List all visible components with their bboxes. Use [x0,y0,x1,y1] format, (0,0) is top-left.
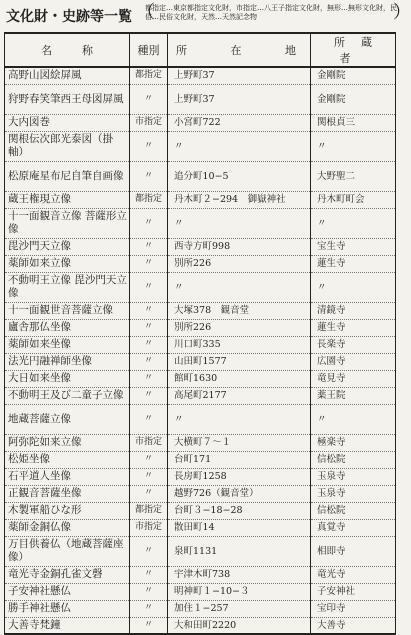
cell-location: 小宮町722 [168,114,311,131]
cell-name: 松原庵星布尼自筆自画像 [5,161,130,191]
table-row [5,583,396,600]
cell-name: 狩野春笑筆西王母図屏風 [5,84,130,114]
cell-location: 別所226 [168,255,311,272]
cell-collection: 清鏡寺 [311,302,396,319]
cell-name: 阿弥陀如来立像 [5,434,130,451]
cell-collection: 金剛院 [311,84,396,114]
cell-type: 〃 [130,536,168,566]
cell-location: 明神町１−10−３ [168,583,311,600]
cell-name: 大日如来坐像 [5,370,130,387]
cell-collection: 竜光寺 [311,566,396,583]
table-row [5,255,396,272]
cell-name: 大善寺梵鐘 [5,617,130,634]
cell-location: 〃 [168,272,311,302]
table-row [5,131,396,161]
cell-type: 〃 [130,468,168,485]
table-row [5,67,396,84]
cell-location: 台町３−18−28 [168,502,311,519]
cell-location: 泉町1131 [168,536,311,566]
cell-type: 都指定 [130,67,168,84]
cell-name: 薬師金銅仏像 [5,519,130,536]
cell-location: 長房町1258 [168,468,311,485]
cell-location: 館町1630 [168,370,311,387]
cell-type: 〃 [130,370,168,387]
table-row [5,302,396,319]
cell-collection: 極楽寺 [311,434,396,451]
cell-name: 薬師如来坐像 [5,336,130,353]
cell-type: 〃 [130,583,168,600]
cell-location: 山田町1577 [168,353,311,370]
cell-name: 竜光寺金銅孔雀文磬 [5,566,130,583]
table-row [5,319,396,336]
table-row [5,566,396,583]
cell-collection: 〃 [311,272,396,302]
cell-name: 薬師如来立像 [5,255,130,272]
cell-type: 市指定 [130,434,168,451]
cell-type: 〃 [130,302,168,319]
page-title: 文化財・史跡等一覧 [6,9,132,25]
cell-location: 追分町10−5 [168,161,311,191]
cell-location: 丹木町２−294 御嶽神社 [168,191,311,208]
cell-location: 〃 [168,131,311,161]
cell-collection: 蓮生寺 [311,255,396,272]
cell-type: 〃 [130,485,168,502]
cell-name: 万目供養仏（地蔵菩薩座像） [5,536,130,566]
cell-collection: 相即寺 [311,536,396,566]
cell-name: 石平道人坐像 [5,468,130,485]
cell-type: 市指定 [130,519,168,536]
cell-type: 〃 [130,238,168,255]
cell-name: 十一面観世音菩薩立像 [5,302,130,319]
cell-type: 〃 [130,353,168,370]
cell-collection: 関根貞三 [311,114,396,131]
cell-collection: 信松院 [311,451,396,468]
cell-name: 松姫坐像 [5,451,130,468]
cell-location: 台町171 [168,451,311,468]
cell-type: 〃 [130,566,168,583]
cell-location: 散田町14 [168,519,311,536]
cell-collection: 玉泉寺 [311,485,396,502]
cell-collection: 子安神社 [311,583,396,600]
table-row [5,485,396,502]
legend-close-paren: ） [393,2,411,23]
cell-name: 勝手神社懸仏 [5,600,130,617]
cell-collection: 真覚寺 [311,519,396,536]
cell-name: 子安神社懸仏 [5,583,130,600]
table-row [5,536,396,566]
cell-collection: 宝生寺 [311,238,396,255]
cell-type: 〃 [130,336,168,353]
table-row [5,451,396,468]
title-row [4,2,411,32]
legend-note [137,2,411,23]
cell-type: 〃 [130,387,168,404]
cell-collection: 薬王院 [311,387,396,404]
cell-collection: 大野聖二 [311,161,396,191]
cell-collection: 玉泉寺 [311,468,396,485]
header-type: 種別 [130,33,168,67]
cell-name: 木製軍船ひな形 [5,502,130,519]
cell-type: 都指定 [130,502,168,519]
cell-location: 〃 [168,404,311,434]
cell-name: 不動明王及び二童子立像 [5,387,130,404]
cell-collection: 信松院 [311,502,396,519]
cell-type: 都指定 [130,191,168,208]
cell-location: 川口町335 [168,336,311,353]
table-row [5,353,396,370]
cell-location: 〃 [168,208,311,238]
table-row [5,519,396,536]
cell-location: 加住１−257 [168,600,311,617]
cell-location: 高尾町2177 [168,387,311,404]
table-row [5,84,396,114]
cell-name: 十一面観音立像 菩薩形立像 [5,208,130,238]
cell-type: 〃 [130,319,168,336]
cell-name: 不動明王立像 毘沙門天立像 [5,272,130,302]
table-row [5,387,396,404]
table-header-row [5,33,396,67]
header-location [168,33,311,67]
cell-name: 毘沙門天立像 [5,238,130,255]
table-row [5,404,396,434]
cell-name: 正観音菩薩坐像 [5,485,130,502]
cell-location: 宇津木町738 [168,566,311,583]
cell-type: 〃 [130,255,168,272]
cell-name: 蔵王権現立像 [5,191,130,208]
cell-collection: 丹木町町会 [311,191,396,208]
table-row [5,617,396,634]
cell-name: 廬舎那仏坐像 [5,319,130,336]
table-row [5,161,396,191]
cell-location: 西寺方町998 [168,238,311,255]
cell-collection: 広園寺 [311,353,396,370]
table-row [5,238,396,255]
cell-name: 大内図巻 [5,114,130,131]
header-name: 名称 [5,33,130,67]
cell-type: 〃 [130,617,168,634]
table-row [5,272,396,302]
cell-type: 〃 [130,404,168,434]
cell-collection: 大善寺 [311,617,396,634]
cell-name: 地蔵菩薩立像 [5,404,130,434]
cell-type: 〃 [130,272,168,302]
legend-text: 都指定…東京都指定文化財，市指定…八王子指定文化財，無形…無形文化財，民俗…民俗文化財，天然…天然記念物 [145,4,397,21]
table-row [5,336,396,353]
cell-name: 高野山図絵屏風 [5,67,130,84]
table-row [5,114,396,131]
cell-collection: 宝印寺 [311,600,396,617]
cell-name: 関根伝次郎光泰図（掛軸） [5,131,130,161]
cell-name: 法光円融禅師坐像 [5,353,130,370]
cell-location: 別所226 [168,319,311,336]
cell-type: 〃 [130,84,168,114]
table-body [5,67,396,634]
cell-collection: 〃 [311,131,396,161]
cell-collection: 〃 [311,208,396,238]
cell-collection: 〃 [311,404,396,434]
cell-type: 市指定 [130,114,168,131]
cell-collection: 竜見寺 [311,370,396,387]
cell-type: 〃 [130,451,168,468]
cell-location: 上野町37 [168,84,311,114]
cell-collection: 金剛院 [311,67,396,84]
table-row [5,434,396,451]
table-row [5,600,396,617]
cell-type: 〃 [130,131,168,161]
legend-open-paren: （ [137,2,155,23]
header-collection: 所蔵者 [311,33,396,67]
cell-location: 大和田町2220 [168,617,311,634]
cell-type: 〃 [130,208,168,238]
cultural-property-table [4,32,396,635]
table-row [5,502,396,519]
cell-type: 〃 [130,600,168,617]
cell-collection: 長楽寺 [311,336,396,353]
table-row [5,370,396,387]
table-row [5,208,396,238]
table-row [5,468,396,485]
cell-location: 上野町37 [168,67,311,84]
header-location-text: 所在地 [176,44,296,57]
table-row [5,191,396,208]
cell-collection: 蓮生寺 [311,319,396,336]
cell-location: 大横町７～１ [168,434,311,451]
cell-type: 〃 [130,161,168,191]
cell-location: 越野726（観音堂） [168,485,311,502]
cell-location: 大塚378 観音堂 [168,302,311,319]
